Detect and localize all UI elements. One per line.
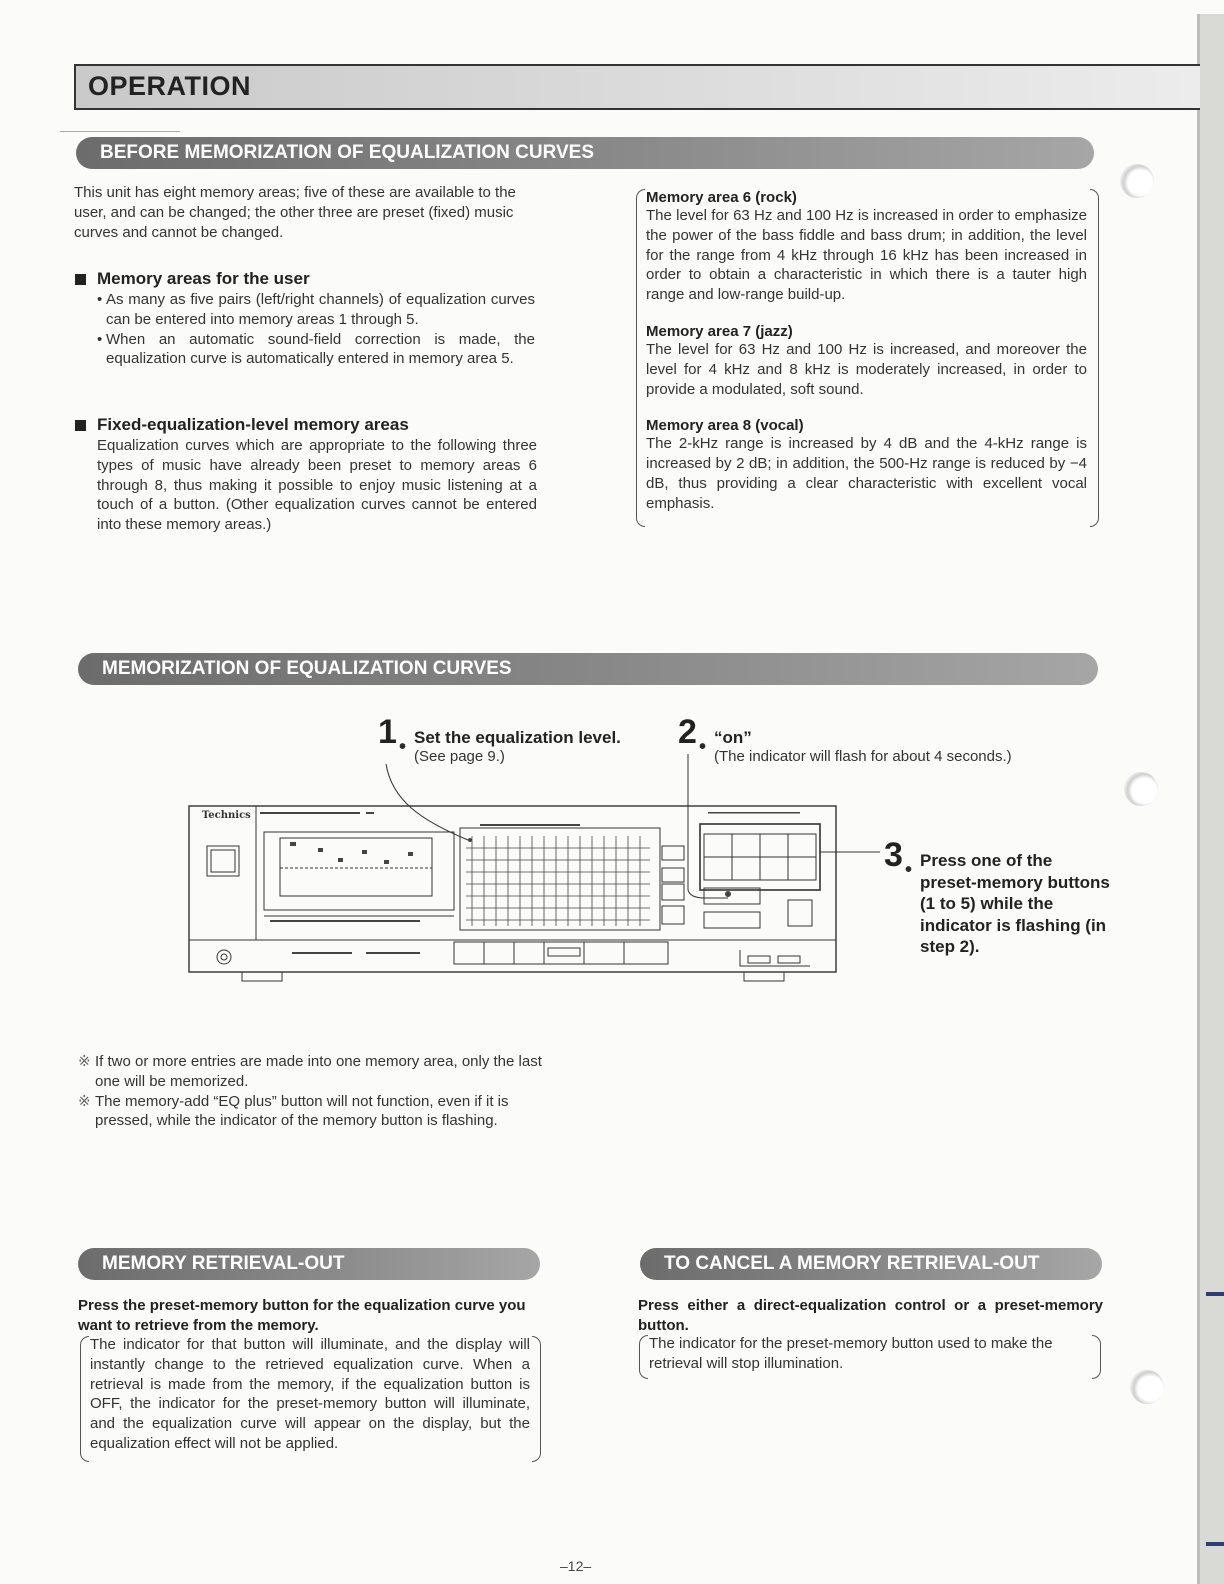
step-1-number: 1 <box>378 713 397 751</box>
cancel-lead: Press either a direct-equalization control or a preset-memory button. <box>638 1297 1103 1334</box>
section-heading-cancel-retrieval-out: TO CANCEL A MEMORY RETRIEVAL-OUT <box>640 1248 1102 1280</box>
right-brace <box>1092 1335 1101 1379</box>
note-item: ※ If two or more entries are made into one memory area, only the last one will be memorized. <box>78 1053 542 1090</box>
preset-text-rock: The level for 63 Hz and 100 Hz is increased in order to emphasize the power of the bass fiddle and bass drum; in addition, the level for the range from 4 kHz through 16 kHz has been increased in order to obtain a characteristic in which there is a tauter high range and low-range build-up. <box>646 207 1087 304</box>
punch-hole <box>1120 164 1154 198</box>
step-3-number: 3 <box>884 836 903 874</box>
panel-foot <box>242 972 282 981</box>
page-edge <box>1197 14 1224 1584</box>
user-areas-list <box>97 290 535 369</box>
dot-bullet-icon: • <box>97 330 103 348</box>
section-heading-before-memorization: BEFORE MEMORIZATION OF EQUALIZATION CURVES <box>76 137 1094 169</box>
equalizer-front-panel-diagram <box>180 740 880 990</box>
step-1-text: Set the equalization level. <box>414 728 621 747</box>
page-edge-shadow <box>1197 14 1200 1584</box>
reference-mark-icon: ※ <box>78 1053 91 1070</box>
note-item: ※ The memory-add “EQ plus” button will not function, even if it is pressed, while the indicator of the memory button is flashing. <box>78 1092 509 1130</box>
operation-header <box>74 64 1200 110</box>
page-number: –12– <box>560 1558 592 1574</box>
right-brace <box>1090 189 1099 527</box>
left-brace <box>636 189 645 527</box>
right-brace <box>532 1336 541 1462</box>
retrieval-detail: The indicator for that button will illuminate, and the display will instantly change to the retrieved equalization curve. When a retrieval is made from the memory, if the equalization button is OFF, the indicator for the preset-memory button will illuminate, and the equalization curve will appear on the display, but the equalization effect will not be applied. <box>90 1336 530 1452</box>
preset-heading-vocal: Memory area 8 (vocal) <box>646 417 804 435</box>
step-2-text: “on” <box>714 728 752 747</box>
step-3-text: Press one of the preset-memory buttons (1 to 5) while the indicator is flashing (in step 2). <box>920 851 1110 956</box>
preset-text-vocal: The 2-kHz range is increased by 4 dB and the 4-kHz range is increased by 2 dB; in addition, the 500-Hz range is reduced by −4 dB, thus providing a clear characteristic with excellent vocal emphasis. <box>646 435 1087 512</box>
brand-logo: Technics <box>202 810 251 821</box>
preset-text-jazz: The level for 63 Hz and 100 Hz is increased, and moreover the level for 4 kHz and 8 kHz is moderately increased, in order to provide a modulated, soft sound. <box>646 340 1087 398</box>
callout-line-step-1 <box>386 764 468 840</box>
power-knob <box>217 950 231 964</box>
reference-mark-icon: ※ <box>78 1092 91 1110</box>
intro-paragraph: This unit has eight memory areas; five of these are available to the user, and can be changed; the other three are preset (fixed) music curves and cannot be changed. <box>74 184 516 241</box>
callout-line-step-2 <box>688 754 728 898</box>
divider <box>60 131 180 132</box>
memorization-notes <box>78 1052 558 1131</box>
panel-body <box>189 806 836 972</box>
step-2-number: 2 <box>678 713 697 751</box>
step-2-sub: (The indicator will flash for about 4 seconds.) <box>714 748 1012 765</box>
user-areas-heading: Memory areas for the user <box>97 269 310 288</box>
preset-memory-descriptions <box>646 189 1087 514</box>
page-tab-marker <box>1206 1542 1224 1546</box>
punch-hole <box>1130 1370 1164 1404</box>
step-dot: • <box>699 736 707 758</box>
page-tab-marker <box>1206 1292 1224 1296</box>
left-brace <box>80 1336 89 1462</box>
list-item: • As many as five pairs (left/right channels) of equalization curves can be entered into memory areas 1 through 5. <box>97 291 535 328</box>
panel-foot <box>744 972 784 981</box>
step-dot: • <box>905 859 913 881</box>
punch-hole <box>1124 772 1158 806</box>
section-heading-memory-retrieval-out: MEMORY RETRIEVAL-OUT <box>78 1248 540 1280</box>
fixed-areas-heading: Fixed-equalization-level memory areas <box>97 415 409 434</box>
section-heading-memorization: MEMORIZATION OF EQUALIZATION CURVES <box>78 653 1098 685</box>
preset-heading-jazz: Memory area 7 (jazz) <box>646 322 793 340</box>
preset-heading-rock: Memory area 6 (rock) <box>646 189 797 206</box>
square-bullet-icon <box>75 420 86 431</box>
fixed-areas-paragraph: Equalization curves which are appropriate to the following three types of music have already been preset to memory areas 6 through 8, thus making it possible to enjoy music listening at a touch of a button. (Other equalization curves cannot be entered into these memory areas.) <box>97 437 537 534</box>
eq-slider-area <box>460 828 660 930</box>
page-title: OPERATION <box>88 71 252 101</box>
cancel-detail: The indicator for the preset-memory button used to make the retrieval will stop illumination. <box>649 1335 1053 1372</box>
list-item: • When an automatic sound-field correction is made, the equalization curve is automatically entered in memory area 5. <box>97 330 535 368</box>
step-1-sub: (See page 9.) <box>414 748 505 765</box>
step-dot: • <box>399 736 407 758</box>
dot-bullet-icon: • <box>97 291 103 308</box>
square-bullet-icon <box>75 274 86 285</box>
left-brace <box>639 1335 648 1379</box>
retrieval-lead: Press the preset-memory button for the equalization curve you want to retrieve from the memory. <box>78 1297 526 1334</box>
